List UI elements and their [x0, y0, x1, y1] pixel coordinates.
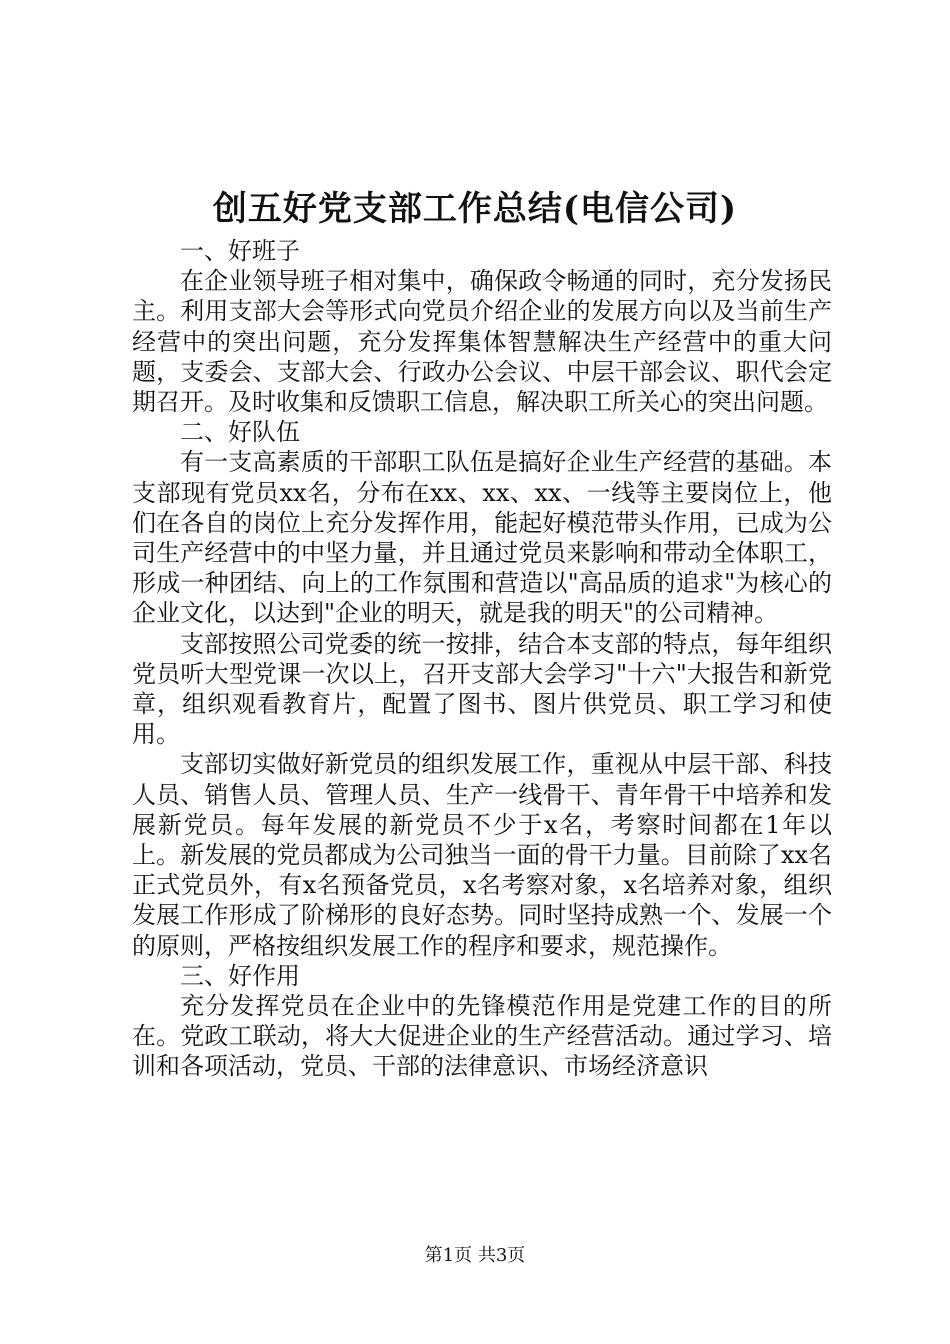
- paragraph-3-1: 充分发挥党员在企业中的先锋模范作用是党建工作的目的所在。党政工联动，将大大促进企业的生产经营活动。通过学习、培训和各项活动，党员、干部的法律意识、市场经济意识: [132, 992, 832, 1081]
- paragraph-1-1: 在企业领导班子相对集中，确保政令畅通的同时，充分发扬民主。利用支部大会等形式向党员介绍企业的发展方向以及当前生产经营中的突出问题，充分发挥集体智慧解决生产经营中的重大问题，支委会、支部大会、行政办公会议、中层干部会议、职代会定期召开。及时收集和反馈职工信息，解决职工所关心的突出问题。: [132, 267, 832, 417]
- page-number-footer: 第1页 共3页: [424, 1245, 526, 1266]
- paragraph-2-2: 支部按照公司党委的统一按排，结合本支部的特点，每年组织党员听大型党课一次以上，召开支部大会学习"十六"大报告和新党章，组织观看教育片，配置了图书、图片供党员、职工学习和使用。: [132, 629, 832, 749]
- document-body: [132, 236, 832, 1082]
- paragraph-2-3: 支部切实做好新党员的组织发展工作，重视从中层干部、科技人员、销售人员、管理人员、生产一线骨干、青年骨干中培养和发展新党员。每年发展的新党员不少于x名，考察时间都在1年以上。新发展的党员都成为公司独当一面的骨干力量。目前除了xx名正式党员外，有x名预备党员，x名考察对象，x名培养对象，组织发展工作形成了阶梯形的良好态势。同时坚持成熟一个、发展一个的原则，严格按组织发展工作的程序和要求，规范操作。: [132, 750, 832, 960]
- section-heading-1: 一、好班子: [180, 237, 300, 265]
- document-title: 创五好党支部工作总结(电信公司): [212, 189, 738, 229]
- paragraph-2-1: 有一支高素质的干部职工队伍是搞好企业生产经营的基础。本支部现有党员xx名，分布在xx、xx、xx、一线等主要岗位上，他们在各自的岗位上充分发挥作用，能起好模范带头作用，已成为公司生产经营中的中坚力量，并且通过党员来影响和带动全体职工，形成一种团结、向上的工作氛围和营造以"高品质的追求"为核心的企业文化，以达到"企业的明天，就是我的明天"的公司精神。: [132, 448, 832, 628]
- section-heading-3: 三、好作用: [180, 961, 300, 990]
- section-heading-2: 二、好队伍: [180, 418, 300, 447]
